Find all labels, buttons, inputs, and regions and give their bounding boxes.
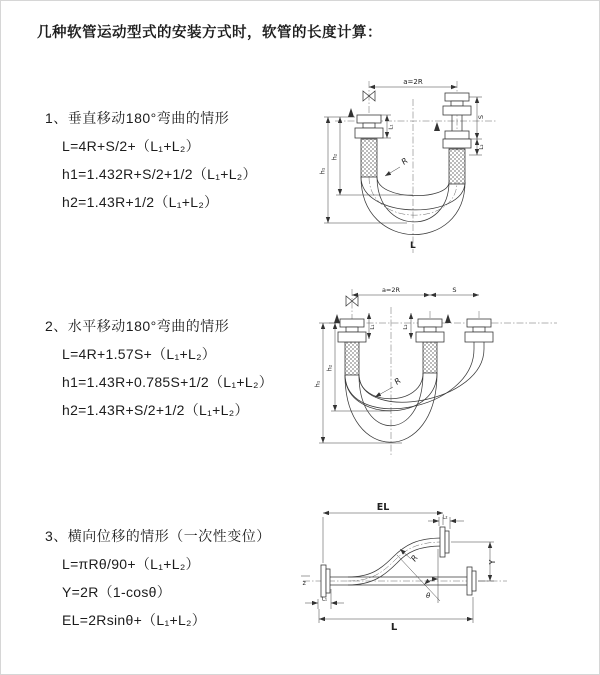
angle-label: θ: [426, 592, 431, 600]
hose-braid: [361, 139, 377, 177]
movement-arrow-icon: [445, 314, 451, 323]
formula-line: EL=2Rsinθ+（L₁+L₂）: [62, 612, 207, 628]
section-3: [45, 522, 271, 634]
dimension-label-el: EL: [376, 502, 390, 513]
dimension-label-l2: L₂: [479, 144, 485, 150]
section-heading: 3、横向位移的情形（一次性变位）: [45, 528, 271, 544]
hose-curves: [345, 349, 484, 442]
dimension-label-s: S: [477, 114, 485, 120]
dimension-label-s: S: [452, 286, 457, 294]
radius-label: R: [392, 376, 403, 387]
formula-line: h2=1.43R+1/2（L₁+L₂）: [62, 194, 219, 210]
section-1: [45, 104, 257, 216]
formula-line: L=4R+1.57S+（L₁+L₂）: [62, 346, 217, 362]
dimension-label-h1: h₁: [313, 380, 322, 388]
middle-pipe-fitting: [416, 319, 444, 373]
formula-line: h1=1.43R+0.785S+1/2（L₁+L₂）: [62, 374, 273, 390]
section-2: [45, 312, 273, 424]
dimension-label-y: Y: [488, 559, 497, 565]
radius-label: R: [399, 156, 410, 167]
formula-line: h2=1.43R+S/2+1/2（L₁+L₂）: [62, 402, 249, 418]
upper-right-flange-fitting: [440, 527, 449, 557]
hose-braid: [345, 342, 359, 375]
formula-line: h1=1.432R+S/2+1/2（L₁+L₂）: [62, 166, 257, 182]
movement-arrow-icon: [434, 122, 440, 131]
hose-braid: [449, 149, 465, 184]
dimension-label-l1: L₁: [370, 324, 376, 330]
right-pipe-fitting: [443, 93, 471, 184]
lower-right-flange-fitting: [467, 567, 476, 595]
formula-line: L=4R+S/2+（L₁+L₂）: [62, 138, 200, 154]
hose-braid: [423, 342, 437, 373]
centerline-mark: z: [302, 579, 306, 587]
length-label: L: [410, 241, 416, 251]
movement-arrow-icon: [334, 314, 340, 323]
dimension-label-h2: h₂: [330, 153, 339, 161]
dimension-label-h2: h₂: [325, 364, 334, 372]
formula-line: Y=2R（1-cosθ）: [62, 584, 172, 600]
right-pipe-fitting: [465, 319, 493, 349]
movement-arrow-icon: [348, 108, 354, 117]
left-flange-fitting: [321, 565, 330, 597]
dimension-label-l1: L₁: [388, 124, 395, 130]
dimension-label-l2: L₂: [403, 324, 409, 330]
dimensions: [314, 286, 480, 443]
dimension-label-l1: L₁: [321, 596, 328, 603]
radius-label: R: [409, 553, 420, 564]
dimension-label-l2: L₂: [442, 514, 448, 521]
section-heading: 1、垂直移动180°弯曲的情形: [45, 110, 230, 126]
page-title: 几种软管运动型式的安装方式时，软管的长度计算：: [37, 25, 382, 41]
hose-curves: [348, 538, 442, 585]
diagram-lateral-displacement: [293, 499, 593, 651]
diagram-vertical-180-bend: [307, 71, 587, 256]
dimension-label-h1: h₁: [318, 167, 327, 175]
diagram-horizontal-180-bend: [307, 283, 587, 463]
section-heading: 2、水平移动180°弯曲的情形: [45, 318, 230, 334]
dimension-label-l: L: [390, 622, 398, 633]
dimension-label-a2r: a=2R: [403, 78, 423, 86]
centerlines: [335, 81, 497, 253]
dimension-label-a2r: a=2R: [381, 286, 401, 294]
formula-line: L=πRθ/90+（L₁+L₂）: [62, 556, 200, 572]
